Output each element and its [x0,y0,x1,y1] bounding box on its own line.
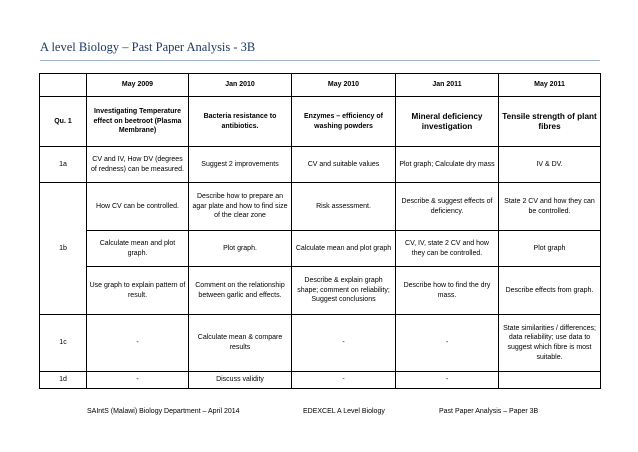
table-cell: CV and IV, How DV (degrees of redness) can be measured. [87,147,189,183]
table-cell: Plot graph; Calculate dry mass [396,147,499,183]
footer-paper: Past Paper Analysis – Paper 3B [439,408,539,415]
table-cell: State similarities / differences; data reliability; use data to suggest which fibre is most suitable. [499,315,601,372]
table-cell: Describe effects from graph. [499,267,601,315]
table-row-1c [40,315,601,372]
table-cell: IV & DV. [499,147,601,183]
table-cell: - [292,315,396,372]
table-cell [499,372,601,389]
table-cell: Calculate mean and plot graph [292,231,396,267]
header-corner-cell [40,74,87,97]
table-row-1a [40,147,601,183]
table-row-1d [40,372,601,389]
title-divider [40,60,600,61]
table-cell: - [396,372,499,389]
table-cell: - [87,372,189,389]
table-cell: Plot graph [499,231,601,267]
column-header: Jan 2010 [189,74,292,97]
table-row-1b-part-1 [40,183,601,231]
table-cell: Describe & explain graph shape; comment on reliability; Suggest conclusions [292,267,396,315]
table-cell: Tensile strength of plant fibres [499,97,601,147]
row-label: 1a [40,147,87,183]
column-header: May 2011 [499,74,601,97]
table-row-1b-part-2 [40,231,601,267]
table-cell: Use graph to explain pattern of result. [87,267,189,315]
row-label: 1c [40,315,87,372]
table-cell: Mineral deficiency investigation [396,97,499,147]
past-paper-table [39,73,601,389]
column-header: Jan 2011 [396,74,499,97]
subject-row [40,97,601,147]
table-cell: How CV can be controlled. [87,183,189,231]
table-cell: Bacteria resistance to antibiotics. [189,97,292,147]
table-cell: Calculate mean & compare results [189,315,292,372]
footer-course: EDEXCEL A Level Biology [303,408,385,415]
header-row [40,74,601,97]
table-cell: Risk assessment. [292,183,396,231]
table-row-1b-part-3 [40,267,601,315]
document-title: A level Biology – Past Paper Analysis - 3B [40,40,256,54]
column-header: May 2010 [292,74,396,97]
table-cell: Describe & suggest effects of deficiency. [396,183,499,231]
table-cell: Describe how to prepare an agar plate and how to find size of the clear zone [189,183,292,231]
table-cell: - [292,372,396,389]
table-cell: Discuss validity [189,372,292,389]
table-cell: Describe how to find the dry mass. [396,267,499,315]
row-label: 1b [40,183,87,315]
table-cell: - [87,315,189,372]
row-label: Qu. 1 [40,97,87,147]
footer-department: SAIntS (Malawi) Biology Department – April 2014 [87,408,240,415]
table-cell: Investigating Temperature effect on beetroot (Plasma Membrane) [87,97,189,147]
table-cell: Enzymes – efficiency of washing powders [292,97,396,147]
table-cell: Comment on the relationship between garlic and effects. [189,267,292,315]
table-cell: Plot graph. [189,231,292,267]
table-cell: CV, IV, state 2 CV and how they can be controlled. [396,231,499,267]
row-label: 1d [40,372,87,389]
table-cell: - [396,315,499,372]
column-header: May 2009 [87,74,189,97]
table-cell: Suggest 2 improvements [189,147,292,183]
table-cell: CV and suitable values [292,147,396,183]
table-cell: State 2 CV and how they can be controlled. [499,183,601,231]
table-cell: Calculate mean and plot graph. [87,231,189,267]
